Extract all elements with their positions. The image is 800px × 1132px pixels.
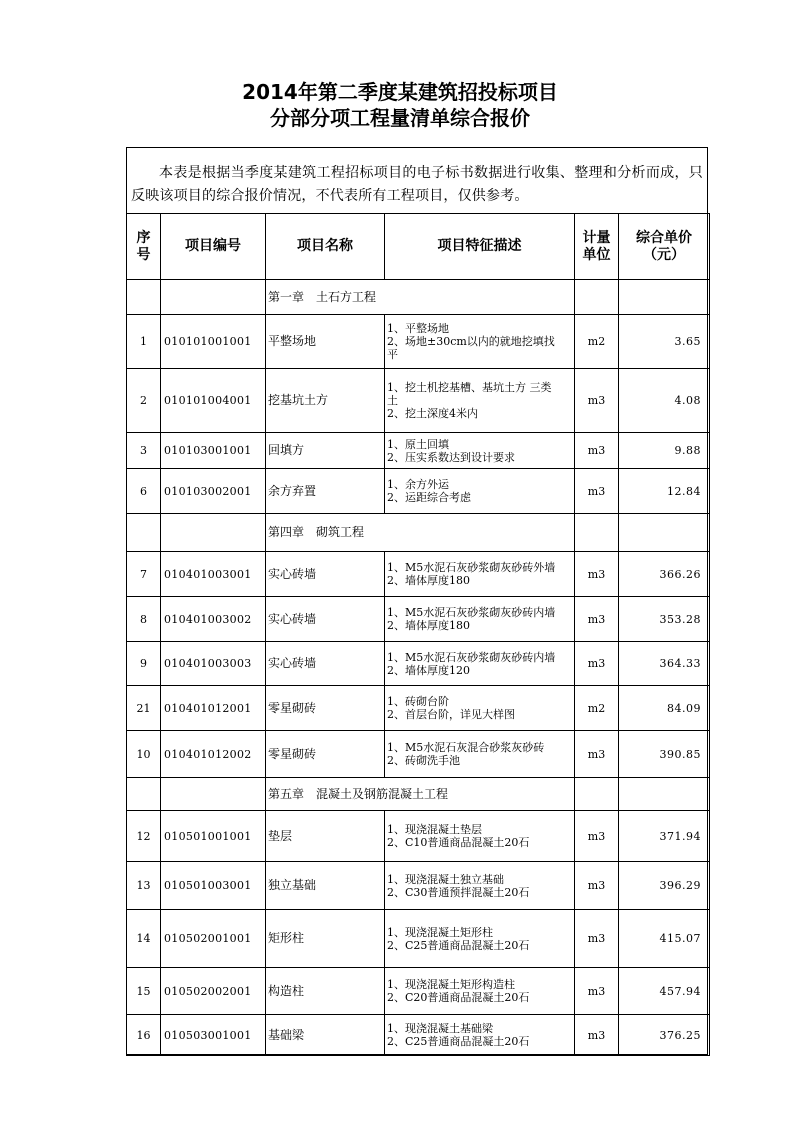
row-name: 实心砖墙 bbox=[266, 597, 385, 642]
page-title: 2014年第二季度某建筑招投标项目 bbox=[242, 80, 558, 104]
row-unit: m3 bbox=[575, 1015, 619, 1056]
desc-line: 1、余方外运 bbox=[387, 478, 449, 491]
row-name: 实心砖墙 bbox=[266, 642, 385, 686]
desc-line: 1、现浇混凝土矩形构造柱 bbox=[387, 978, 515, 991]
row-unit: m2 bbox=[575, 686, 619, 731]
row-unit: m3 bbox=[575, 597, 619, 642]
row-price: 371.94 bbox=[619, 811, 710, 862]
desc-line: 1、砖砌台阶 bbox=[387, 695, 449, 708]
desc-line: 2、C20普通商品混凝土20石 bbox=[387, 991, 530, 1004]
table-row bbox=[127, 731, 710, 778]
header-no bbox=[127, 214, 161, 280]
chapter-row bbox=[127, 778, 710, 811]
row-code: 010103001001 bbox=[161, 433, 266, 469]
row-unit: m3 bbox=[575, 552, 619, 597]
row-desc bbox=[385, 731, 575, 778]
row-code: 010501001001 bbox=[161, 811, 266, 862]
table-row bbox=[127, 597, 710, 642]
row-no: 2 bbox=[127, 369, 161, 433]
page-subtitle: 分部分项工程量清单综合报价 bbox=[270, 106, 530, 130]
table-row bbox=[127, 862, 710, 910]
chapter-title: 第四章 砌筑工程 bbox=[266, 514, 575, 552]
desc-line: 2、墙体厚度180 bbox=[387, 574, 470, 587]
row-unit: m3 bbox=[575, 731, 619, 778]
row-name: 回填方 bbox=[266, 433, 385, 469]
row-desc bbox=[385, 552, 575, 597]
desc-line: 1、M5水泥石灰砂浆砌灰砂砖内墙 bbox=[387, 606, 556, 619]
row-no: 15 bbox=[127, 968, 161, 1015]
desc-line: 1、挖土机挖基槽、基坑土方 三类 bbox=[387, 381, 552, 394]
chapter-price-cell bbox=[619, 514, 710, 552]
row-code: 010101004001 bbox=[161, 369, 266, 433]
desc-line: 1、现浇混凝土矩形柱 bbox=[387, 925, 493, 939]
row-no: 1 bbox=[127, 315, 161, 369]
row-name: 实心砖墙 bbox=[266, 552, 385, 597]
table-row bbox=[127, 968, 710, 1015]
chapter-row bbox=[127, 280, 710, 315]
row-desc bbox=[385, 433, 575, 469]
chapter-no-cell bbox=[127, 778, 161, 811]
row-name: 挖基坑土方 bbox=[266, 369, 385, 433]
header-name: 项目名称 bbox=[266, 214, 385, 280]
row-desc bbox=[385, 862, 575, 910]
quote-table bbox=[126, 213, 710, 1056]
desc-line: 1、M5水泥石灰砂浆砌灰砂砖外墙 bbox=[387, 561, 556, 574]
header-unit bbox=[575, 214, 619, 280]
row-price: 390.85 bbox=[619, 731, 710, 778]
row-code: 010501003001 bbox=[161, 862, 266, 910]
row-code: 010502001001 bbox=[161, 910, 266, 968]
row-name: 垫层 bbox=[266, 811, 385, 862]
desc-line: 1、现浇混凝土独立基础 bbox=[387, 872, 504, 886]
desc-line: 2、场地±30cm以内的就地挖填找 bbox=[387, 335, 555, 348]
table-row bbox=[127, 469, 710, 514]
table-header-row bbox=[127, 214, 710, 280]
row-code: 010401012001 bbox=[161, 686, 266, 731]
table-row bbox=[127, 552, 710, 597]
row-desc bbox=[385, 597, 575, 642]
row-price: 364.33 bbox=[619, 642, 710, 686]
row-desc bbox=[385, 369, 575, 433]
table-row bbox=[127, 369, 710, 433]
row-price: 12.84 bbox=[619, 469, 710, 514]
row-name: 零星砌砖 bbox=[266, 731, 385, 778]
row-unit: m3 bbox=[575, 910, 619, 968]
desc-line: 1、M5水泥石灰砂浆砌灰砂砖内墙 bbox=[387, 650, 556, 664]
h-unit-text: 计量 单位 bbox=[582, 229, 611, 263]
row-name: 矩形柱 bbox=[266, 910, 385, 968]
chapter-code-cell bbox=[161, 514, 266, 552]
row-code: 010103002001 bbox=[161, 469, 266, 514]
chapter-title: 第一章 土石方工程 bbox=[266, 280, 575, 315]
row-price: 353.28 bbox=[619, 597, 710, 642]
row-name: 构造柱 bbox=[266, 968, 385, 1015]
chapter-price-cell bbox=[619, 778, 710, 811]
chapter-code-cell bbox=[161, 778, 266, 811]
row-code: 010101001001 bbox=[161, 315, 266, 369]
row-unit: m3 bbox=[575, 369, 619, 433]
row-unit: m3 bbox=[575, 862, 619, 910]
table-row bbox=[127, 315, 710, 369]
desc-line: 2、首层台阶，详见大样图 bbox=[387, 708, 515, 721]
row-no: 9 bbox=[127, 642, 161, 686]
desc-line: 2、墙体厚度120 bbox=[387, 663, 470, 677]
row-unit: m3 bbox=[575, 433, 619, 469]
row-desc bbox=[385, 469, 575, 514]
row-price: 415.07 bbox=[619, 910, 710, 968]
row-desc bbox=[385, 910, 575, 968]
row-price: 3.65 bbox=[619, 315, 710, 369]
row-no: 3 bbox=[127, 433, 161, 469]
chapter-unit-cell bbox=[575, 514, 619, 552]
row-name: 平整场地 bbox=[266, 315, 385, 369]
row-price: 4.08 bbox=[619, 369, 710, 433]
table-row bbox=[127, 686, 710, 731]
table-row bbox=[127, 811, 710, 862]
row-code: 010502002001 bbox=[161, 968, 266, 1015]
row-unit: m3 bbox=[575, 642, 619, 686]
row-desc bbox=[385, 811, 575, 862]
intro-paragraph: 本表是根据当季度某建筑工程招标项目的电子标书数据进行收集、整理和分析而成，只反映该项目的综合报价情况，不代表所有工程项目，仅供参考。 bbox=[131, 165, 703, 204]
row-name: 独立基础 bbox=[266, 862, 385, 910]
desc-line: 1、原土回填 bbox=[387, 437, 449, 451]
chapter-row bbox=[127, 514, 710, 552]
row-price: 9.88 bbox=[619, 433, 710, 469]
desc-line: 平 bbox=[387, 348, 398, 361]
row-no: 10 bbox=[127, 731, 161, 778]
row-code: 010401003003 bbox=[161, 642, 266, 686]
row-code: 010503001001 bbox=[161, 1015, 266, 1056]
chapter-unit-cell bbox=[575, 778, 619, 811]
header-code: 项目编号 bbox=[161, 214, 266, 280]
row-desc bbox=[385, 315, 575, 369]
row-price: 457.94 bbox=[619, 968, 710, 1015]
chapter-price-cell bbox=[619, 280, 710, 315]
row-unit: m3 bbox=[575, 811, 619, 862]
row-desc bbox=[385, 642, 575, 686]
table-row bbox=[127, 1015, 710, 1056]
row-no: 7 bbox=[127, 552, 161, 597]
row-no: 13 bbox=[127, 862, 161, 910]
desc-line: 1、现浇混凝土基础梁 bbox=[387, 1022, 493, 1035]
row-no: 21 bbox=[127, 686, 161, 731]
row-no: 16 bbox=[127, 1015, 161, 1056]
table-row bbox=[127, 642, 710, 686]
chapter-code-cell bbox=[161, 280, 266, 315]
chapter-title: 第五章 混凝土及钢筋混凝土工程 bbox=[266, 778, 575, 811]
desc-line: 2、C25普通商品混凝土20石 bbox=[387, 938, 530, 952]
row-name: 零星砌砖 bbox=[266, 686, 385, 731]
row-code: 010401012002 bbox=[161, 731, 266, 778]
row-no: 6 bbox=[127, 469, 161, 514]
row-code: 010401003001 bbox=[161, 552, 266, 597]
row-desc bbox=[385, 968, 575, 1015]
desc-line: 土 bbox=[387, 394, 398, 407]
table-row bbox=[127, 910, 710, 968]
desc-line: 1、平整场地 bbox=[387, 322, 449, 335]
desc-line: 2、砖砌洗手池 bbox=[387, 754, 460, 767]
row-unit: m3 bbox=[575, 469, 619, 514]
row-name: 基础梁 bbox=[266, 1015, 385, 1056]
desc-line: 1、M5水泥石灰混合砂浆灰砂砖 bbox=[387, 741, 545, 754]
chapter-no-cell bbox=[127, 280, 161, 315]
row-price: 376.25 bbox=[619, 1015, 710, 1056]
header-desc: 项目特征描述 bbox=[385, 214, 575, 280]
row-desc bbox=[385, 1015, 575, 1056]
row-desc bbox=[385, 686, 575, 731]
row-no: 12 bbox=[127, 811, 161, 862]
row-code: 010401003002 bbox=[161, 597, 266, 642]
desc-line: 2、墙体厚度180 bbox=[387, 619, 470, 632]
row-price: 366.26 bbox=[619, 552, 710, 597]
chapter-no-cell bbox=[127, 514, 161, 552]
desc-line: 2、压实系数达到设计要求 bbox=[387, 450, 515, 464]
h-price-text: 综合单价 （元） bbox=[636, 229, 692, 263]
desc-line: 2、运距综合考虑 bbox=[387, 491, 471, 504]
desc-line: 2、挖土深度4米内 bbox=[387, 407, 478, 420]
chapter-unit-cell bbox=[575, 280, 619, 315]
table-row bbox=[127, 433, 710, 469]
desc-line: 2、C10普通商品混凝土20石 bbox=[387, 836, 530, 849]
desc-line: 1、现浇混凝土垫层 bbox=[387, 823, 482, 836]
desc-line: 2、C30普通预拌混凝土20石 bbox=[387, 885, 530, 899]
row-price: 84.09 bbox=[619, 686, 710, 731]
row-price: 396.29 bbox=[619, 862, 710, 910]
h-no-text: 序 号 bbox=[136, 229, 151, 263]
row-no: 14 bbox=[127, 910, 161, 968]
row-unit: m2 bbox=[575, 315, 619, 369]
row-name: 余方弃置 bbox=[266, 469, 385, 514]
row-no: 8 bbox=[127, 597, 161, 642]
header-price bbox=[619, 214, 710, 280]
desc-line: 2、C25普通商品混凝土20石 bbox=[387, 1035, 530, 1048]
row-unit: m3 bbox=[575, 968, 619, 1015]
